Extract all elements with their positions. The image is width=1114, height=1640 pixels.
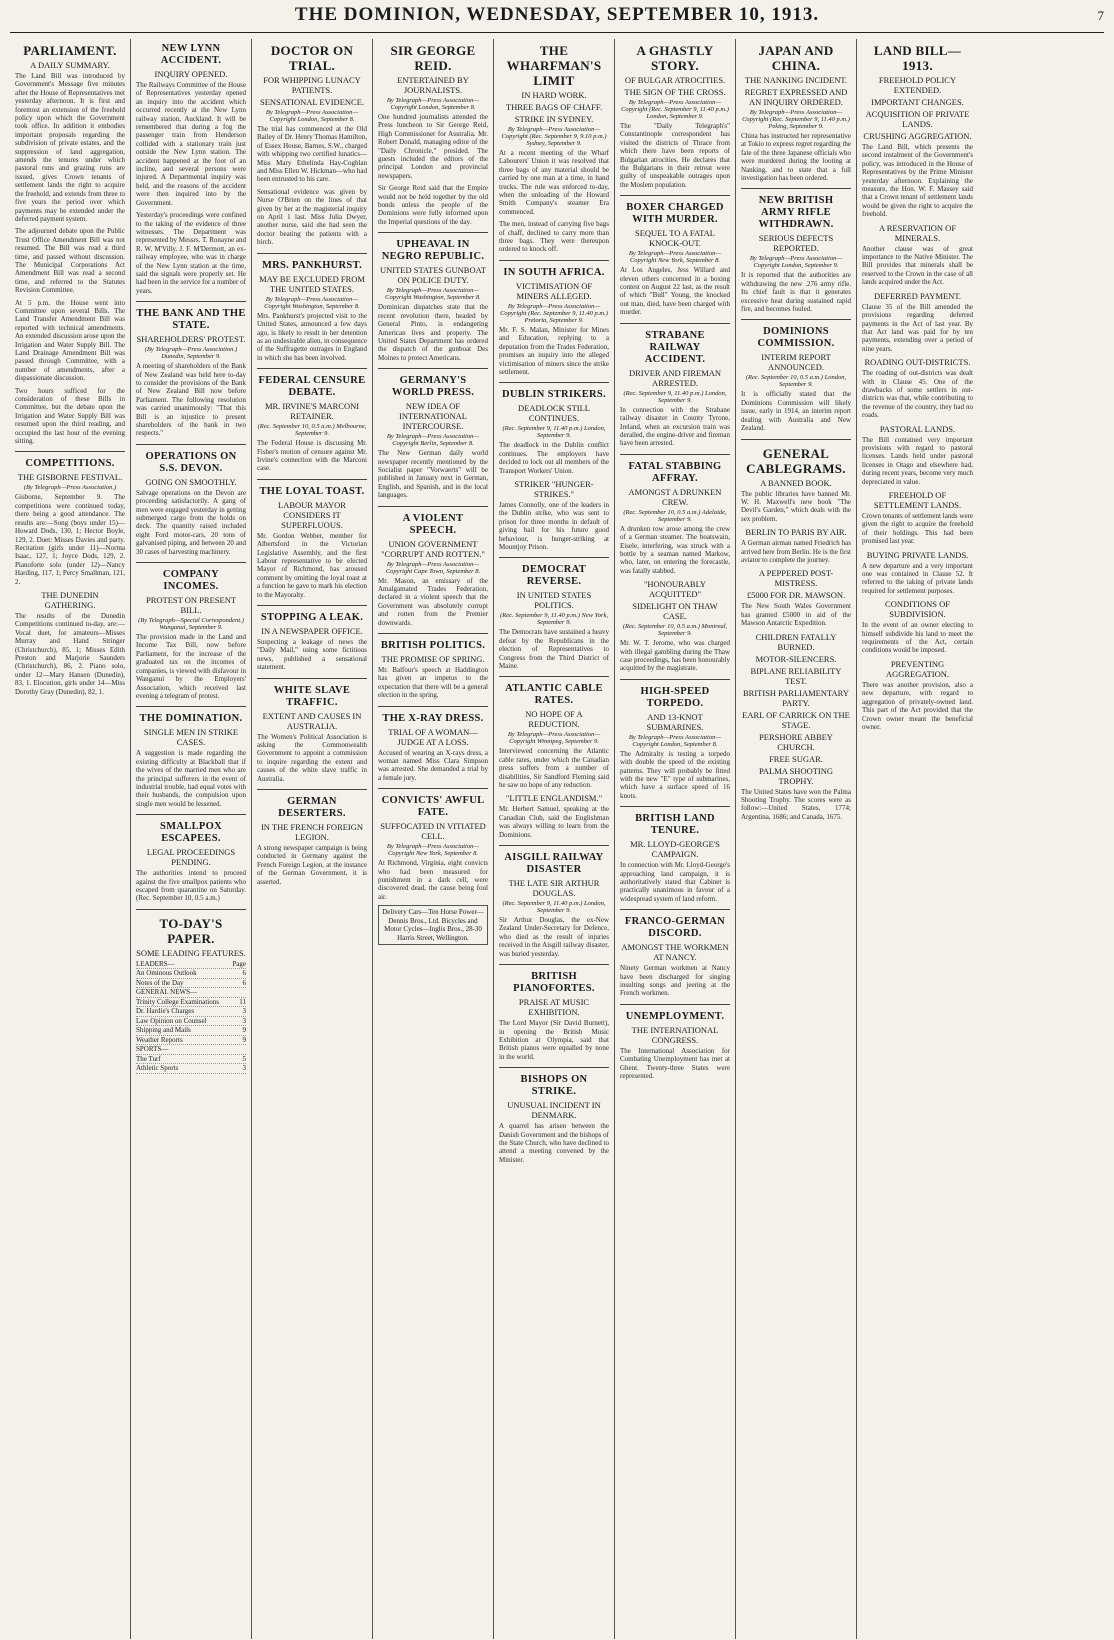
contents-row (136, 1007, 246, 1017)
article-subheading: AND 13-KNOT SUBMARINES. (646, 711, 704, 732)
news-columns (10, 39, 1104, 1639)
column-divider (620, 679, 730, 680)
article-subheading: FREE SUGAR. (769, 753, 823, 764)
article-paragraph: The New German daily world newspaper recently mentioned by the Socialist paper "Vorwaerts" will be published in January next in German, English, and Spanish, and in the local languages. (378, 449, 488, 500)
article-paragraph: The men, instead of carrying five bags of chaff, declined to carry more than three bags. They were thereupon ordered to knock off. (499, 220, 609, 254)
contents-label: Law Opinion on Counsel (136, 1016, 207, 1025)
contents-label: GENERAL NEWS— (136, 988, 197, 997)
article-headline: CONVICTS' AWFUL FATE. (381, 795, 485, 819)
article-paragraph: The New South Wales Government has granted £5000 in aid of the Mawson Antarctic Expedition. (741, 602, 851, 628)
article-subheading: UNION GOVERNMENT "CORRUPT AND ROTTEN." (381, 538, 485, 559)
article-paragraph: A suggestion is made regarding the existing difficulty at Blackball that if the wives of the married men who are the principal sufferers in the event of industrial trouble, had equal votes with their husbands, the compulsion upon single men would be lessened. (136, 749, 246, 808)
article-paragraph: In connection with Mr. Lloyd-George's approaching land campaign, it is authoritatively stated that Cabinet is practically unanimous in favour of a widespread system of land reform. (620, 861, 730, 903)
article-headline: TO-DAY'S PAPER. (159, 915, 223, 946)
contents-row (136, 1017, 246, 1027)
article-subheading: FOR WHIPPING LUNACY PATIENTS. (263, 75, 361, 95)
article-paragraph: Two hours sufficed for the consideration of these Bills in Committee, but the debate upon the Irrigation and Water Supply Bill was resumed upon the third reading, and occupied the last hour of the evening sitting. (15, 386, 125, 446)
article-subheading: DEFERRED PAYMENT. (873, 290, 962, 301)
column-divider (499, 845, 609, 846)
article-headline: GERMAN DESERTERS. (278, 796, 346, 820)
article-paragraph: One hundred journalists attended the Press luncheon to Sir George Reid, High Commissioner for Australia. Mr. Robert Donald, managing editor of the "Daily Chronicle," presided. The guests included the editors of the principal London and provincial newspapers. (378, 113, 488, 180)
article-subheading: THE DUNEDIN GATHERING. (41, 589, 99, 610)
article-headline: NEW LYNN ACCIDENT. (160, 43, 222, 66)
article-paragraph: It is reported that the authorities are withdrawing the new .276 army rifle. Its chief fault is that it generates excessive heat during sustained rapid fire, and becomes fouled. (741, 271, 851, 314)
dateline: By Telegraph—Press Association—Copyright (Rec. September 9, 11.40 p.m.) Peking, September 9. (742, 109, 850, 130)
dateline: By Telegraph—Press Association—Copyright New York, September 8. (386, 843, 480, 858)
dateline: By Telegraph—Press Association—Copyright (Rec. September 9, 11.40 p.m.) Pretoria, September 9. (500, 302, 608, 324)
article-subheading: "HONOURABLY ACQUITTED" (643, 579, 707, 600)
dateline: (By Telegraph—Press Association.) (23, 484, 117, 492)
contents-page: 5 (242, 1054, 246, 1063)
article-subheading: A PEPPERED POST-MISTRESS. (758, 568, 834, 589)
article-subheading: SHAREHOLDERS' PROTEST. (136, 334, 246, 345)
dateline: (Rec. September 9, 11.40 p.m.) London, September 9. (502, 900, 606, 915)
article-subheading: NO HOPE OF A REDUCTION. (525, 709, 583, 730)
article-headline: THE X-RAY DRESS. (382, 712, 484, 724)
article-subheading: THREE BAGS OF CHAFF. (505, 102, 603, 112)
article-headline: LAND BILL—1913. (873, 43, 962, 73)
contents-page: 6 (242, 969, 246, 978)
article-headline: THE DOMINATION. (139, 713, 243, 725)
dateline: By Telegraph—Press Association—Copyright London, September 8. (628, 733, 722, 748)
column-divider (499, 676, 609, 677)
article-paragraph: At 5 p.m. the House went into Committee upon several Bills. The Land Transfer Amendment Bill was reported with technical amendments. An extended discussion arose upon the Irrigation and Water Supply Bill. The Land Drainage Amendment Bill was passed through Committee, with a number of amendments, after a dispassionate discussion. (15, 298, 125, 383)
contents-row (136, 969, 246, 979)
advertisement: Delivery Cars—Ten Horse Power—Dennis Bros., Ltd. Bicycles and Motor Cycles—Inglis Bros., 28-30 Harris Street, Wellington. (378, 905, 488, 945)
contents-page: 9 (242, 1035, 246, 1044)
article-paragraph: The Women's Political Association is asking the Commonwealth Government to appoint a commission to inquire regarding the extent and causes of the white slave traffic in Australia. (257, 732, 367, 783)
article-headline: A VIOLENT SPEECH. (402, 512, 464, 536)
article-paragraph: The results of the Dunedin Competitions continued to-day, are:—Vocal duet, for amateurs—Misses Murray and Hand Stringer (Christchurch), 85, 1; Misses Edith Preston and Marjorie Saunders (Christchurch), 86, 2. Piano solo, under 12—Mary Hansen (Dunedin), 83, 1. Elocution, girls under 14—Miss Dorothy Gray (Dunedin), 82, 1. (15, 611, 125, 696)
dateline: (Rec. September 10, 0.5 a.m.) Montreal, September 9. (622, 623, 728, 638)
article-subheading: LEGAL PROCEEDINGS PENDING. (146, 847, 236, 868)
article-headline: DEMOCRAT REVERSE. (521, 564, 587, 588)
article-subheading: MOTOR-SILENCERS. (755, 653, 837, 664)
column-divider (499, 260, 609, 261)
page-number: 7 (1097, 8, 1104, 23)
article-subheading: NEW IDEA OF INTERNATIONAL INTERCOURSE. (399, 401, 467, 432)
article-paragraph: Mrs. Pankhurst's projected visit to the United States, announced a few days ago, is likely to result in her detention as an undesirable alien, in consequence of the Suffragette outrages in England in which she has been involved. (257, 311, 368, 362)
article-paragraph: A strong newspaper campaign is being conducted in Germany against the French Foreign Legion, at the instance of the German Government, it is asserted. (257, 844, 367, 886)
article-paragraph: At Richmond, Virginia, eight convicts who had been measured for punishment in a dark cell, were discovered dead, the cause being foul air. (378, 859, 488, 901)
column-divider (378, 788, 488, 789)
contents-row (136, 988, 246, 998)
article-subheading: ROADING OUT-DISTRICTS. (864, 357, 971, 368)
article-paragraph: The United States have won the Palma Shooting Trophy. The scores were as follow:—United States, 1774; Argentina, 1686; and Canada, 1675. (741, 787, 851, 821)
article-subheading: SINGLE MEN IN STRIKE CASES. (143, 727, 239, 748)
article-subheading: IN UNITED STATES POLITICS. (516, 590, 592, 611)
article-subheading: DEADLOCK STILL CONTINUES. (517, 403, 590, 424)
article-paragraph: Mr. Herbert Samuel, speaking at the Canadian Club, said the Englishman was always willing to learn from the Dominions. (499, 805, 609, 839)
article-headline: BISHOPS ON STRIKE. (520, 1074, 588, 1098)
dateline: (Rec. September 10, 0.5 a.m.) Melbourne, September 9. (257, 423, 367, 438)
article-paragraph: The Admiralty is testing a torpedo with double the speed of the existing patterns. They will probably be fitted with the new "E" type of submarines, which have a surface speed of 16 knots. (620, 749, 730, 800)
article-headline: FEDERAL CENSURE DEBATE. (258, 375, 366, 399)
column-divider (257, 368, 367, 369)
column-divider (499, 964, 609, 965)
article-paragraph: There was another provision, also a new departure, with regard to aggregation of privately-owned land. This part of the Act provided that the Crown owner meant the beneficial owner. (862, 680, 973, 731)
article-paragraph: The Railways Committee of the House of Representatives yesterday opened an inquiry into the accident which occurred recently at the New Lynn railway station, Auckland. It will be remembered that during a fog the passenger train from Henderson collided with a stationary train just outside the New Lynn station. The accident happened at the foot of an incline, and several persons were injured. A Departmental inquiry was held, and the reasons of the accident were then inquired into by the Government. (136, 81, 246, 207)
article-headline: A GHASTLY STORY. (636, 43, 714, 73)
article-subheading: SEQUEL TO A FATAL KNOCK-OUT. (635, 228, 715, 249)
contents-page: 3 (242, 1016, 246, 1025)
article-headline: JAPAN AND CHINA. (758, 43, 834, 73)
contents-row (136, 1045, 246, 1055)
article-paragraph: Crown tenants of settlement lands were given the right to acquire the freehold of their holdings. This had been promised last year. (862, 512, 973, 546)
article-subheading: IN HARD WORK. (521, 90, 587, 100)
column-divider (620, 909, 730, 910)
article-paragraph: In connection with the Strabane railway disaster in County Tyrone, Ireland, when an excursion train was derailed, the engine-driver and fireman have been arrested. (620, 405, 730, 448)
dateline: (Rec. September 10, 0.5 a.m.) Adelaide, September 9. (623, 508, 727, 523)
dateline: By Telegraph—Press Association—Copyright London, September 9. (749, 255, 843, 270)
article-headline: SMALLPOX ESCAPEES. (160, 821, 222, 845)
contents-label: Shipping and Mails (136, 1026, 191, 1035)
article-paragraph: Yesterday's proceedings were confined to the taking of the evidence of three witnesses. The Department was represented by Messrs. T. Ronayne and R. W. M'Villy. J. F. M'Dermott, an ex-railway employee, who was in charge of the New Lynn station at the time, said the signals were properly set. He had been in the service for a number of years. (136, 211, 246, 295)
column-6 (615, 39, 736, 1639)
article-paragraph: A quarrel has arisen between the Danish Government and the bishops of the State Church, who have declined to attend a meeting convened by the Minister. (499, 1122, 609, 1164)
article-headline: UPHEAVAL IN NEGRO REPUBLIC. (381, 239, 485, 263)
article-headline: HIGH-SPEED TORPEDO. (640, 685, 710, 709)
article-headline: ATLANTIC CABLE RATES. (505, 683, 603, 707)
article-headline: STOPPING A LEAK. (260, 612, 364, 623)
column-divider (378, 368, 488, 369)
column-divider (378, 633, 488, 634)
dateline: By Telegraph—Press Association—Copyright Cape Town, September 8. (385, 560, 481, 575)
article-subheading: BIPLANE RELIABILITY TEST. (750, 665, 842, 686)
article-subheading: THE LATE SIR ARTHUR DOUGLAS. (508, 878, 600, 899)
column-divider (378, 232, 488, 233)
article-subheading: STRIKE IN SYDNEY. (514, 114, 594, 124)
article-headline: FRANCO-GERMAN DISCORD. (624, 916, 726, 940)
dateline: (Rec. September 9, 11.40 p.m.) London, September 9. (623, 389, 727, 404)
article-paragraph: Mr. Gordon Webber, member for Albertsford in the Victorian Legislative Assembly, and the first Labour representative to be elected Mayor of Richmond, has aroused comment by omitting the loyal toast at a function he gave to mark his election to the Mayoralty. (257, 531, 367, 599)
article-subheading: CONDITIONS OF SUBDIVISION. (885, 599, 950, 620)
article-paragraph: Gisborne, September 9. The competitions were continued today, there being a good attendance. The results are:—Song (boys under 15)—Howard Dods, 130, 1; Hector Boyle, 129, 2. Duet: Misses Davies and party. Recitation (girls under 11)—Norma Isaac, 127, 1; Joyce Dods, 129, 2. Pianoforte solo (under 12)—Nancy Harding, 117, 1; Percy Smallman, 121, 2. (15, 493, 125, 586)
column-divider (620, 1004, 730, 1005)
article-paragraph: A meeting of shareholders of the Bank of New Zealand was held here to-day to consider the provisions of the Bank of New Zealand Bill now before Parliament. The following resolution was carried unanimously: "That this Bill is an injustice to present shareholders of the bank in two respects." (136, 362, 246, 438)
column-divider (620, 323, 730, 324)
article-paragraph: Another clause was of great importance to the Native Minister. The Bill provides that minerals shall be reserved to the Crown in the case of all lands acquired under the Act. (862, 244, 973, 287)
column-divider (378, 706, 488, 707)
article-paragraph: Mr. F. S. Malan, Minister for Mines and Education, replying to a deputation from the Trades Federation, promises an inquiry into the alleged victimisation of miners since the strike settlement. (499, 325, 609, 376)
article-headline: WHITE SLAVE TRAFFIC. (273, 684, 351, 708)
dateline: By Telegraph—Press Association—Copyright Washington, September 8. (385, 287, 481, 302)
article-paragraph: Ninety German workmen at Nancy have been discharged for singing insulting songs and jeering at the French workmen. (620, 964, 730, 998)
contents-page: 6 (242, 978, 246, 987)
article-paragraph: Interviewed concerning the Atlantic cable rates, under which the Canadian press suffers from a number of disabilities, Sir Sandford Fleming said he saw no hope of any reduction. (499, 747, 609, 790)
column-divider (499, 382, 609, 383)
article-paragraph: The provision made in the Land and Income Tax Bill, now before Parliament, for the increase of the graduated tax on the incomes of companies, is viewed with disfavour in Wanganui by the Employers' Association, which received last evening a telegram of protest. (136, 633, 246, 700)
dateline: By Telegraph—Press Association—Copyright (Rec. September 9, 9.10 p.m.) Sydney, September 9. (501, 126, 607, 147)
contents-row (136, 1026, 246, 1036)
article-subheading: MR. LLOYD-GEORGE'S CAMPAIGN. (630, 839, 720, 860)
article-subheading: IN A NEWSPAPER OFFICE. (261, 626, 363, 636)
article-headline: THE BANK AND THE STATE. (136, 308, 246, 332)
article-paragraph: The "Daily Telegraph's" Constantinople correspondent has visited the districts of Thrace from which there have been reports of Bulgarian atrocities. He declares that the Bulgarians in their retreat were guilty of unspeakable outrages upon the Moslem population. (620, 122, 730, 189)
article-subheading: THE NANKING INCIDENT. (744, 75, 848, 85)
article-subheading: SERIOUS DEFECTS REPORTED. (758, 233, 834, 254)
contents-list (136, 960, 246, 1074)
article-headline: THE WHARFMAN'S LIMIT (506, 43, 602, 88)
article-paragraph: The Democrats have sustained a heavy defeat by the Republicans in the election of Representatives to Congress from the Third District of Maine. (499, 628, 609, 670)
article-paragraph: Sir George Reid said that the Empire would not be held together by the old bonds unless the people of the Dominions were fully informed upon the Imperial questions of the day. (378, 184, 488, 226)
article-subheading: SIDELIGHT ON THAW CASE. (632, 601, 718, 622)
contents-label: Trinity College Examinations (136, 997, 219, 1006)
article-paragraph: The public libraries have banned Mr. W. H. Maxwell's new book "The Devil's Garden," which deals with the sex problem. (741, 489, 851, 523)
dateline: By Telegraph—Press Association—Copyright (Rec. September 9, 11.40 p.m.) London, September 9. (621, 99, 729, 120)
article-paragraph: Suspecting a leakage of news the "Daily Mail," using some fictitious news, published a sensational statement. (257, 638, 367, 672)
column-divider (257, 253, 367, 254)
contents-row (136, 979, 246, 989)
article-paragraph: The trial has commenced at the Old Bailey of Dr. Henry Thomas Hamilton, of Essex House, Barnes, S.W., charged with whipping two certified lunatics—Miss Mary Ethelinda Hay-Coghlan and Miss Ellen W. Hickman—who had been entrusted to his care. (257, 125, 367, 184)
article-subheading: THE SIGN OF THE CROSS. (624, 87, 726, 97)
column-divider (620, 806, 730, 807)
dateline: By Telegraph—Press Association—Copyright London, September 8. (265, 109, 359, 123)
article-paragraph: The roading of out-districts was dealt with in Clause 45. One of the drawbacks of some settlers in out-districts was that, while contributing to the revenue of the country, they had no roads. (862, 369, 973, 420)
article-subheading: DRIVER AND FIREMAN ARRESTED. (628, 367, 722, 388)
article-subheading: BUYING PRIVATE LANDS. (866, 549, 969, 560)
article-paragraph: The adjourned debate upon the Public Trust Office Amendment Bill was not resumed. The Bill was read a third time, and passed without discussion. The Municipal Corporations Act Amendment Bill was read a second time, and referred to the Statutes Revision Committee. (15, 227, 125, 295)
dateline: By Telegraph—Press Association—Copyright New York, September 8. (628, 250, 722, 265)
column-5 (494, 39, 615, 1639)
masthead-title: THE DOMINION, WEDNESDAY, SEPTEMBER 10, 1913. (294, 4, 820, 25)
article-subheading: PROTEST ON PRESENT BILL. (145, 595, 237, 616)
article-subheading: MR. IRVINE'S MARCONI RETAINER. (264, 401, 360, 422)
article-subheading: STRIKER "HUNGER-STRIKES." (514, 478, 594, 499)
column-divider (136, 562, 246, 563)
article-paragraph: The authorities intend to proceed against the five smallpox patients who escaped from quarantine on Saturday. (Rec. September 10, 0.5 a.m.) (136, 869, 246, 903)
column-4 (373, 39, 494, 1639)
column-divider (257, 789, 367, 790)
column-divider (257, 479, 367, 480)
article-subheading: BERLIN TO PARIS BY AIR. (745, 527, 847, 538)
article-subheading: UNITED STATES GUNBOAT ON POLICE DUTY. (379, 265, 487, 286)
article-subheading: THE PROMISE OF SPRING. (381, 654, 485, 664)
article-subheading: SENSATIONAL EVIDENCE. (259, 97, 365, 107)
article-paragraph: At a recent meeting of the Wharf Labourers' Union it was resolved that three bags of any material should be carried by one man at a time, in hand trucks. The rule was enforced to-day, when the unloading of the Howard Smith Company's steamer Era commenced. (499, 149, 609, 216)
article-subheading: PALMA SHOOTING TROPHY. (758, 765, 834, 786)
article-headline: GENERAL CABLEGRAMS. (746, 445, 846, 476)
contents-row (136, 998, 246, 1008)
article-headline: IN SOUTH AFRICA. (503, 266, 605, 278)
article-paragraph: The International Association for Combating Unemployment has met at Ghent. Twenty-three States were represented. (620, 1046, 730, 1081)
contents-page: 9 (242, 1026, 246, 1035)
column-3 (252, 39, 373, 1639)
article-paragraph: China has instructed her representative at Tokio to express regret regarding the fate of the three Japanese officials who were murdered during the looting at Nanking, and to state that a full investigation has been ordered. (741, 132, 851, 183)
column-divider (136, 301, 246, 302)
article-subheading: £5000 FOR DR. MAWSON. (746, 590, 846, 601)
article-headline: GERMANY'S WORLD PRESS. (391, 375, 475, 399)
article-subheading: PREVENTING AGGREGATION. (885, 658, 950, 679)
article-subheading: A DAILY SUMMARY. (30, 60, 110, 70)
article-headline: STRABANE RAILWAY ACCIDENT. (644, 329, 706, 365)
masthead (10, 4, 1104, 33)
article-subheading: AMONGST A DRUNKEN CREW. (628, 486, 722, 507)
article-subheading: "LITTLE ENGLANDISM." (505, 793, 603, 804)
column-divider (136, 706, 246, 707)
article-subheading: SUFFOCATED IN VITIATED CELL. (380, 821, 486, 842)
column-divider (257, 678, 367, 679)
contents-label: An Ominous Outlook (136, 969, 197, 978)
column-divider (741, 319, 851, 320)
article-subheading: REGRET EXPRESSED AND AN INQUIRY ORDERED. (744, 87, 848, 107)
article-subheading: ACQUISITION OF PRIVATE LANDS. (865, 109, 970, 129)
contents-page: 3 (242, 1064, 246, 1073)
column-divider (620, 195, 730, 196)
article-headline: UNEMPLOYMENT. (625, 1010, 725, 1022)
article-headline: DUBLIN STRIKERS. (502, 389, 606, 401)
article-subheading: MAY BE EXCLUDED FROM THE UNITED STATES. (259, 273, 365, 294)
article-subheading: UNUSUAL INCIDENT IN DENMARK. (507, 1100, 601, 1121)
article-headline: BRITISH LAND TENURE. (635, 813, 715, 837)
article-subheading: CRUSHING AGGREGATION. (863, 131, 972, 141)
article-paragraph: At Los Angeles, Jess Willard and eleven others concerned in a boxing contest on August 22 last, as the result of which "Bull" Young, the knocked out man, died, have been charged with murder. (620, 266, 730, 317)
article-subheading: BRITISH PARLIAMENTARY PARTY. (743, 687, 849, 708)
column-divider (136, 444, 246, 445)
article-subheading: INTERIM REPORT ANNOUNCED. (761, 352, 831, 373)
article-headline: DOCTOR ON TRIAL. (270, 43, 354, 73)
article-headline: BOXER CHARGED WITH MURDER. (626, 202, 724, 226)
column-divider (257, 605, 367, 606)
article-subheading: TRIAL OF A WOMAN—JUDGE AT A LOSS. (388, 726, 478, 747)
article-subheading: AMONGST THE WORKMEN AT NANCY. (621, 942, 729, 963)
article-paragraph: The Lord Mayor (Sir David Burnett), in opening the British Music Exhibition at Olympia, said that British pianos were equalled by none in the world. (499, 1019, 609, 1061)
article-subheading: PASTORAL LANDS. (879, 423, 956, 434)
dateline: (Rec. September 9, 11.40 p.m.) New York, September 9. (500, 612, 608, 627)
article-subheading: ENTERTAINED BY JOURNALISTS. (397, 75, 469, 95)
column-7 (736, 39, 857, 1639)
dateline: (Rec. September 10, 0.5 a.m.) London, September 9. (745, 374, 847, 389)
column-divider (378, 506, 488, 507)
article-subheading: CHILDREN FATALLY BURNED. (755, 631, 837, 652)
article-paragraph: James Connolly, one of the leaders in the Dublin strike, who was sent to prison for three months in default of giving bail for his future good behaviour, is hunger-striking at Mountjoy Prison. (499, 500, 609, 551)
contents-row (136, 1055, 246, 1065)
contents-row (136, 1064, 246, 1074)
article-paragraph: In the event of an owner electing to himself subdivide his land to meet the requirements of the Act, certain conditions would be imposed. (862, 621, 973, 655)
article-paragraph: Sensational evidence was given by Nurse O'Brien on the lines of that given by her at the magisterial inquiry on April 1 last. Miss Julia Dwyer, another nurse, said she had seen the doctor beating the patients with a birch. (257, 187, 367, 247)
column-2 (131, 39, 252, 1639)
article-paragraph: A German airman named Friedrich has arrived here from Berlin. He is the first aviator to complete the journey. (741, 539, 851, 564)
article-paragraph: Clause 35 of the Bill amended the provisions regarding deferred payments in the Act of last year. By that Act land was paid for by ten payments, extending over a period of nine years. (862, 302, 973, 353)
contents-row (136, 960, 246, 970)
article-headline: COMPETITIONS. (25, 458, 115, 470)
dateline: (By Telegraph—Special Correspondent.) Wanganui, September 9. (138, 617, 244, 632)
column-divider (136, 814, 246, 815)
article-headline: PARLIAMENT. (23, 43, 117, 58)
article-paragraph: Dominican dispatches state that the recent revolution there, headed by General Pinto, is endangering American lives and property. The United States Department has ordered the dispatch of the gunboat Des Moines to protect Americans. (378, 303, 488, 362)
dateline: By Telegraph—Press Association—Copyright Washington, September 8. (264, 295, 360, 310)
article-headline: NEW BRITISH ARMY RIFLE WITHDRAWN. (758, 195, 834, 231)
dateline: By Telegraph—Press Association—Copyright Winnipeg, September 9. (507, 731, 601, 746)
article-subheading: IMPORTANT CHANGES. (871, 97, 964, 107)
article-headline: AISGILL RAILWAY DISASTER (504, 852, 604, 876)
contents-page: 3 (242, 1007, 246, 1016)
article-headline: THE LOYAL TOAST. (259, 485, 365, 497)
contents-label: Notes of the Day (136, 978, 184, 987)
article-subheading: A RESERVATION OF MINERALS. (878, 222, 957, 243)
article-subheading: A BANNED BOOK. (760, 477, 832, 488)
article-paragraph: Mr. Balfour's speech at Haddington has given an impetus to the expectation that there will be a general election in the spring. (378, 666, 488, 700)
article-headline: BRITISH POLITICS. (380, 640, 486, 651)
article-subheading: INQUIRY OPENED. (154, 69, 228, 79)
article-subheading: EXTENT AND CAUSES IN AUSTRALIA. (262, 710, 362, 731)
column-divider (741, 188, 851, 189)
dateline: By Telegraph—Press Association—Copyright Berlin, September 8. (386, 433, 480, 448)
article-subheading: THE INTERNATIONAL CONGRESS. (631, 1024, 719, 1045)
column-divider (741, 439, 851, 440)
article-subheading: VICTIMISATION OF MINERS ALLEGED. (515, 280, 593, 301)
article-headline: MRS. PANKHURST. (261, 259, 363, 271)
article-subheading: IN THE FRENCH FOREIGN LEGION. (260, 822, 364, 843)
dateline: (By Telegraph—Press Association.) Dunedin, September 9. (144, 346, 238, 361)
article-headline: OPERATIONS ON S.S. DEVON. (145, 450, 237, 474)
contents-page: Page (232, 959, 246, 968)
column-divider (499, 557, 609, 558)
article-headline: FATAL STABBING AFFRAY. (628, 460, 722, 484)
article-paragraph: The Land Bill was introduced by Government's Message five minutes after the House of Representatives met yesterday afternoon. It is first and foremost an extension of the freehold policy upon which the Government took office. In addition it embodies important proposals regarding the subdivision of private estates, and the suppression of land aggregation, amends the tenures under which pastoral runs and grazing runs are issued, gives Crown tenants of settlement lands the right to acquire the freehold, and extends from three to five years the period over which payments may be extended under the deferred payment system. (15, 72, 125, 223)
dateline: (Rec. September 9, 11.40 p.m.) London, September 9. (502, 425, 606, 440)
article-paragraph: A new departure and a very important one was contained in Clause 52. It referred to the taking of private lands required for settlement purposes. (862, 561, 973, 595)
contents-row (136, 1036, 246, 1046)
article-subheading: FREEHOLD POLICY EXTENDED. (878, 75, 957, 95)
article-paragraph: It is officially stated that the Dominions Commission will likely issue, early in 1914, an interim report dealing with Australia and New Zealand. (741, 390, 851, 433)
column-8 (857, 39, 978, 1639)
article-paragraph: Sir Arthur Douglas, the ex-New Zealand Under-Secretary for Defence, who died as the result of injuries received in the Aisgill railway disaster, was buried yesterday. (499, 916, 609, 958)
contents-label: Weather Reports (136, 1035, 183, 1044)
article-subheading: EARL OF CARRICK ON THE STAGE. (742, 709, 850, 730)
article-paragraph: The Land Bill, which presents the second instalment of the Government's policy, was introduced in the House of Representatives by the Prime Minister yesterday afternoon. Explaining the measure, the Hon. W. F. Massey said that a Crown tenant of settlement lands would be given the right to acquire the freehold. (862, 143, 973, 219)
article-subheading: GOING ON SMOOTHLY. (145, 476, 237, 487)
contents-label: LEADERS— (136, 959, 175, 968)
article-headline: COMPANY INCOMES. (162, 569, 220, 593)
article-headline: SIR GEORGE REID. (390, 43, 476, 73)
article-subheading: PRAISE AT MUSIC EXHIBITION. (518, 997, 590, 1018)
column-divider (620, 454, 730, 455)
contents-label: SPORTS— (136, 1045, 169, 1054)
article-paragraph: Accused of wearing an X-rays dress, a woman named Miss Clara Simpson was arrested. She demanded a trial by a female jury. (378, 748, 488, 782)
contents-label: The Turf (136, 1054, 161, 1063)
contents-label: Dr. Hardie's Charges (136, 1007, 195, 1016)
column-divider (15, 451, 125, 452)
article-paragraph: Mr. W. T. Jerome, who was charged with illegal gambling during the Thaw case proceedings, has been honourably acquitted by the magistrate. (620, 639, 730, 673)
article-paragraph: The Bill contained very important provisions with regard to pastoral licenses. Lands held under pastoral licenses in Otago and elsewhere had, during recent years, become very much depreciated in value. (862, 435, 973, 486)
article-paragraph: Salvage operations on the Devon are proceeding satisfactorily. A gang of men were engaged yesterday in getting submerged cargo from the holds on deck. The quantity raised included eight Ford motor-cars, 20 tons of galvanised piping, and between 20 and 30 cases of harvesting machinery. (136, 488, 246, 556)
article-subheading: PERSHORE ABBEY CHURCH. (759, 731, 833, 752)
contents-page: 11 (239, 997, 246, 1006)
article-headline: DOMINIONS COMMISSION. (757, 326, 835, 350)
article-headline: BRITISH PIANOFORTES. (513, 971, 595, 995)
contents-label: Athletic Sports (136, 1064, 179, 1073)
article-subheading: OF BULGAR ATROCITIES. (624, 75, 726, 85)
article-subheading: FREEHOLD OF SETTLEMENT LANDS. (873, 490, 962, 510)
article-subheading: THE GISBORNE FESTIVAL. (17, 472, 123, 483)
column-divider (136, 909, 246, 910)
column-1 (10, 39, 131, 1639)
column-divider (499, 1067, 609, 1068)
article-subheading: SOME LEADING FEATURES. (136, 947, 246, 958)
article-subheading: LABOUR MAYOR CONSIDERS IT SUPERFLUOUS. (278, 499, 346, 530)
article-paragraph: The Federal House is discussing Mr. Fisher's motion of censure against Mr. Irvine's connection with the Marconi case. (257, 439, 367, 473)
article-paragraph: A drunken row arose among the crew of a German steamer. The boatswain, Eisele, interfering, was struck with a bottle by a seaman named Markow, who, later, on entering the forecastle, was fatally stabbed. (620, 524, 730, 575)
article-paragraph: The deadlock in the Dublin conflict continues. The employers have decided to lock out all members of the Transport Workers' Union. (499, 441, 609, 475)
dateline: By Telegraph—Press Association—Copyright London, September 8. (386, 97, 480, 111)
article-paragraph: Mr. Mason, an emissary of the Amalgamated Trades Federation, declared in a violent speech that the Government was absolutely corrupt and rotten from the Premier downwards. (378, 576, 488, 627)
